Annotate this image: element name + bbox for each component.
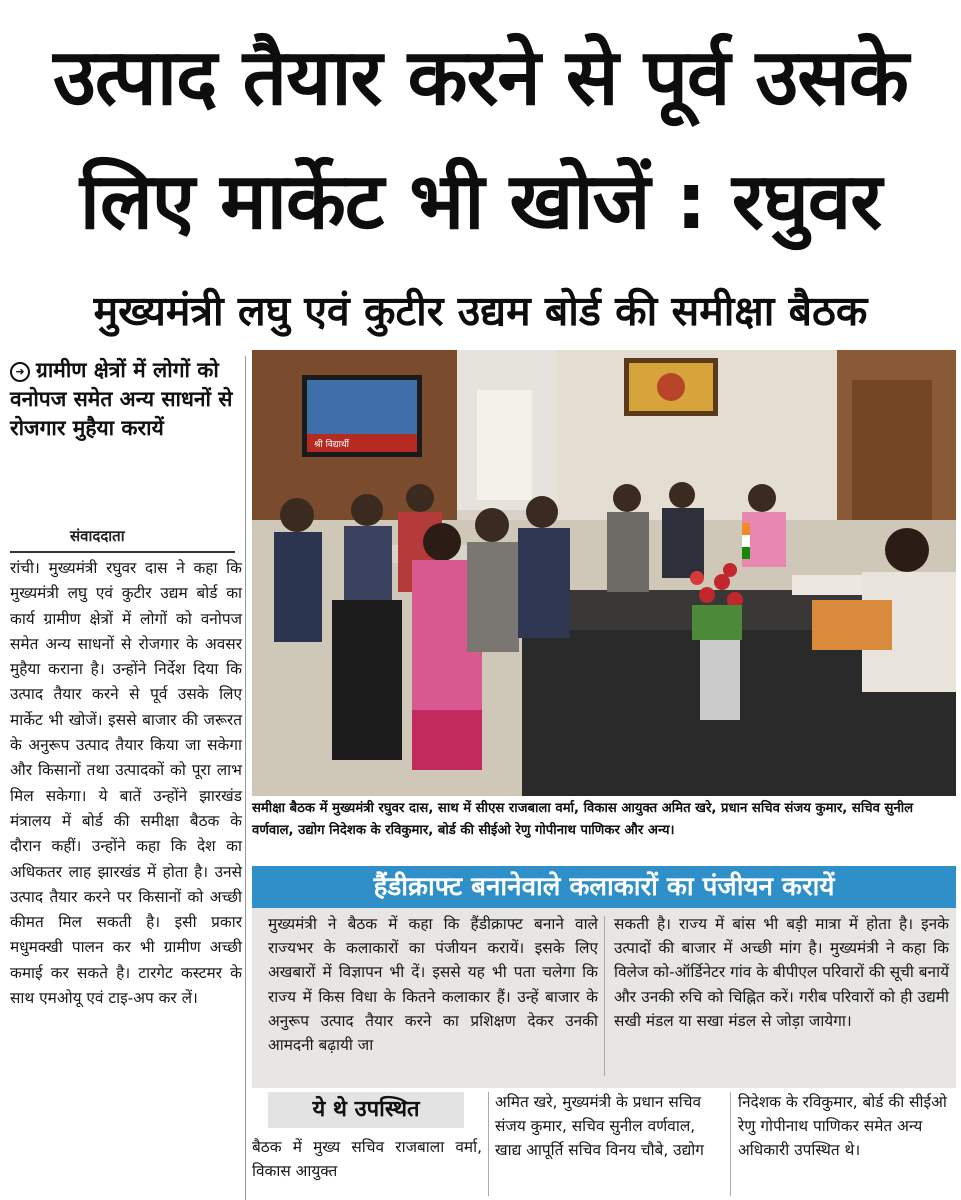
present-divider-2 (730, 1092, 731, 1196)
tv-caption: श्री विद्यार्थी (314, 440, 349, 450)
present-heading: ये थे उपस्थित (268, 1092, 464, 1128)
box-heading: हैंडीक्राफ्ट बनानेवाले कलाकारों का पंजीयन करायें (252, 866, 956, 908)
highlight-text: ग्रामीण क्षेत्रों में लोगों को वनोपज समेत अन्य साधनों से रोजगार मुहैया करायें (10, 358, 233, 440)
present-column-1: बैठक में मुख्य सचिव राजबाला वर्मा, विकास आयुक्त (252, 1138, 482, 1181)
box-column-2: सकती है। राज्य में बांस भी बड़ी मात्रा में होता है। इनके उत्पादों की बाजार में अच्छी मांग है। मुख्यमंत्री ने कहा कि विलेज को-ऑर्डिनेटर गांव के बीपीएल परिवारों की सूची बनायें और उनकी रुचि को चिह्नित करें। गरीब परिवारों को ही उद्यमी सखी मंडल या सखा मंडल से जोड़ा जायेगा। (614, 915, 949, 1030)
box-column-1: मुख्यमंत्री ने बैठक में कहा कि हैंडीक्राफ्ट बनाने वाले राज्यभर के कलाकारों का पंजीयन करायें। इसके लिए अखबारों में विज्ञापन भी दें। इससे यह भी पता चलेगा कि राज्य में किस विधा के कितने कलाकार हैं। उन्हें बाजार के अनुरूप उत्पाद तैयार करने का प्रशिक्षण देकर उनकी आमदनी बढ़ायी जा (268, 915, 598, 1055)
arrow-right-icon: ➜ (10, 362, 30, 382)
headline-line-1: उत्पाद तैयार करने से पूर्व उसके (53, 33, 908, 123)
highlight-box (10, 356, 242, 506)
box-column-divider (604, 916, 605, 1076)
headline-line-2: लिए मार्केट भी खोजें : रघुवर (79, 157, 882, 247)
photo-caption: समीक्षा बैठक में मुख्यमंत्री रघुवर दास, साथ में सीएस राजबाला वर्मा, विकास आयुक्त अमित खरे, प्रधान सचिव संजय कुमार, सचिव सुनील वर्णवाल, उद्योग निदेशक के रविकुमार, बोर्ड की सीईओ रेणु गोपीनाथ पाणिकर और अन्य। (252, 801, 914, 838)
column-divider (245, 356, 246, 1200)
byline-divider (10, 551, 235, 553)
byline: संवाददाता (70, 527, 125, 545)
meeting-photo (252, 350, 956, 796)
present-column-2: अमित खरे, मुख्यमंत्री के प्रधान सचिव संजय कुमार, सचिव सुनील वर्णवाल, खाद्य आपूर्ति सचिव विनय चौबे, उद्योग (495, 1093, 704, 1160)
subheadline: मुख्यमंत्री लघु एवं कुटीर उद्यम बोर्ड की समीक्षा बैठक (93, 287, 868, 335)
present-divider-1 (488, 1092, 489, 1196)
present-column-3: निदेशक के रविकुमार, बोर्ड की सीईओ रेणु गोपीनाथ पाणिकर समेत अन्य अधिकारी उपस्थित थे। (738, 1093, 947, 1160)
meeting-photo-illustration (252, 350, 956, 796)
article-body: रांची। मुख्यमंत्री रघुवर दास ने कहा कि मुख्यमंत्री लघु एवं कुटीर उद्यम बोर्ड का कार्य ग्रामीण क्षेत्रों में लोगों को वनोपज समेत अन्य साधनों से रोजगार के अवसर मुहैया कराना है। उन्होंने निर्देश दिया कि उत्पाद तैयार करने से पूर्व उसके लिए मार्केट भी खोजें। इससे बाजार की जरूरत के अनुरूप उत्पाद तैयार किया जा सकेगा और किसानों तथा उत्पादकों को पूरा लाभ मिल सकेगा। ये बातें उन्होंने झारखंड मंत्रालय में बोर्ड की समीक्षा बैठक के दौरान कहीं। उन्होंने कहा कि देश का अधिकतर लाह झारखंड में होता है। उनसे उत्पाद तैयार करने पर किसानों को अच्छी कीमत मिल सकती है। इसी प्रकार मधुमक्खी पालन कर भी ग्रामीण अच्छी कमाई कर सकते है। टारगेट कस्टमर के साथ एमओयू एवं टाइ-अप कर लें। (10, 559, 242, 1008)
